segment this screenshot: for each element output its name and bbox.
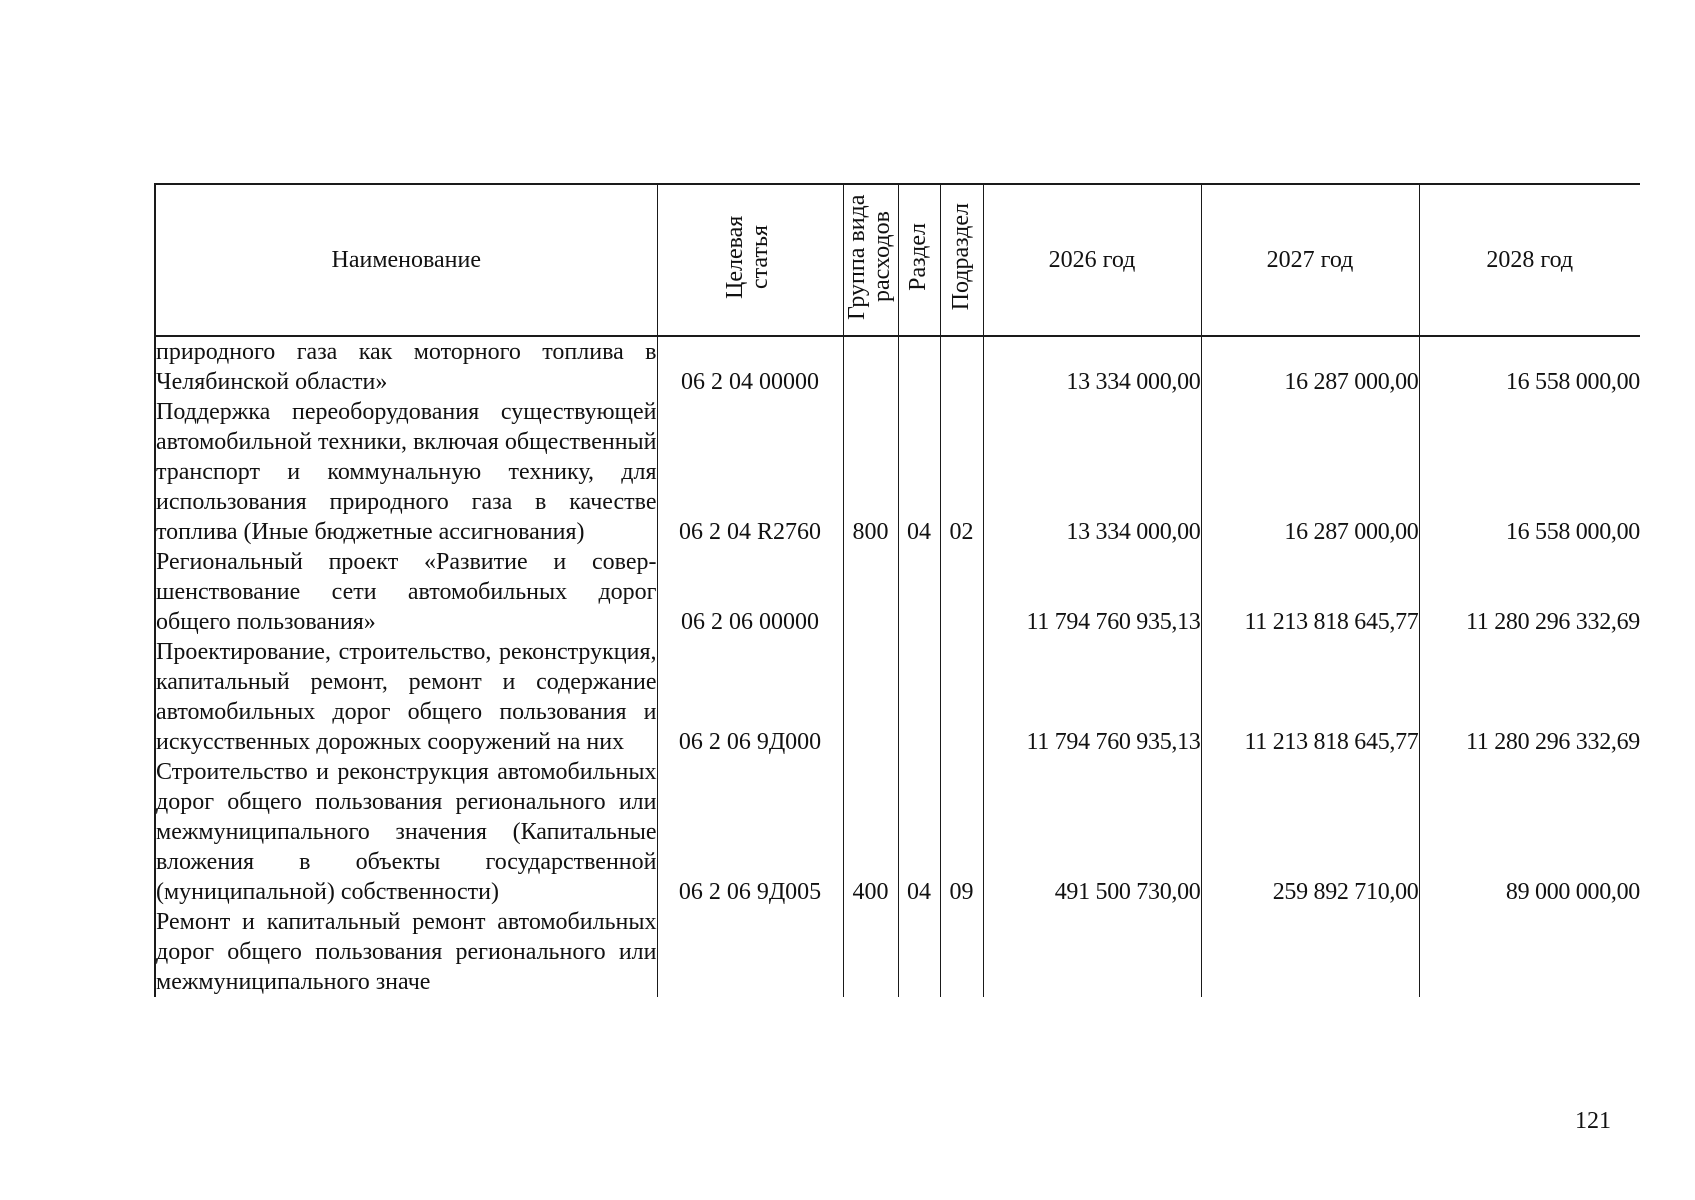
row-amount-2027 bbox=[1201, 907, 1419, 997]
row-amount-2027: 16 287 000,00 bbox=[1201, 397, 1419, 547]
row-amount-2028: 11 280 296 332,69 bbox=[1419, 637, 1640, 757]
row-target-code: 06 2 04 00000 bbox=[657, 336, 843, 397]
row-name: Поддержка переоборудования существующей автомобильной техники, включая общественный транспорт и коммунальную технику, для использования природного газа в качестве топлива (Иные бюджетные ассигнования) bbox=[156, 399, 657, 545]
row-amount-2026: 13 334 000,00 bbox=[983, 397, 1201, 547]
table-row bbox=[155, 907, 1640, 997]
row-amount-2028: 89 000 000,00 bbox=[1419, 757, 1640, 907]
budget-table-wrapper bbox=[154, 183, 1640, 1085]
table-row bbox=[155, 757, 1640, 907]
header-subsection: Подраздел bbox=[940, 184, 983, 336]
row-amount-2026 bbox=[983, 907, 1201, 997]
row-amount-2026: 11 794 760 935,13 bbox=[983, 547, 1201, 637]
row-amount-2028 bbox=[1419, 907, 1640, 997]
row-subsection: 02 bbox=[940, 397, 983, 547]
row-amount-2027: 16 287 000,00 bbox=[1201, 336, 1419, 397]
header-year-2026: 2026 год bbox=[983, 184, 1201, 336]
table-row bbox=[155, 397, 1640, 547]
row-subsection bbox=[940, 336, 983, 397]
row-amount-2027: 11 213 818 645,77 bbox=[1201, 637, 1419, 757]
header-year-2028: 2028 год bbox=[1419, 184, 1640, 336]
row-expense-group: 400 bbox=[843, 757, 898, 907]
row-target-code: 06 2 06 9Д000 bbox=[657, 637, 843, 757]
row-amount-2028: 16 558 000,00 bbox=[1419, 336, 1640, 397]
row-expense-group bbox=[843, 336, 898, 397]
budget-table bbox=[154, 183, 1640, 997]
table-row bbox=[155, 336, 1640, 397]
header-name: Наименование bbox=[155, 184, 657, 336]
row-section bbox=[898, 336, 940, 397]
row-target-code: 06 2 06 00000 bbox=[657, 547, 843, 637]
row-subsection: 09 bbox=[940, 757, 983, 907]
row-section bbox=[898, 547, 940, 637]
row-section bbox=[898, 907, 940, 997]
row-expense-group: 800 bbox=[843, 397, 898, 547]
row-subsection bbox=[940, 547, 983, 637]
page-number: 121 bbox=[1575, 1108, 1611, 1134]
header-year-2027: 2027 год bbox=[1201, 184, 1419, 336]
header-section: Раздел bbox=[898, 184, 940, 336]
row-target-code: 06 2 04 R2760 bbox=[657, 397, 843, 547]
row-amount-2026: 11 794 760 935,13 bbox=[983, 637, 1201, 757]
table-row bbox=[155, 637, 1640, 757]
row-name: Строительство и реконструкция автомобильных дорог общего пользования регионального или межмуниципального значения (Капитальные вложения в объекты государственной (муниципальной) собственности) bbox=[156, 759, 657, 905]
row-section bbox=[898, 637, 940, 757]
row-target-code: 06 2 06 9Д005 bbox=[657, 757, 843, 907]
row-subsection bbox=[940, 907, 983, 997]
row-expense-group bbox=[843, 637, 898, 757]
row-amount-2027: 11 213 818 645,77 bbox=[1201, 547, 1419, 637]
row-amount-2028: 11 280 296 332,69 bbox=[1419, 547, 1640, 637]
row-name: Ремонт и капитальный ремонт автомобильных дорог общего пользования регионального или межмуниципального значе bbox=[156, 909, 657, 995]
row-subsection bbox=[940, 637, 983, 757]
row-name: природного газа как моторного топлива в Челябинской области» bbox=[155, 336, 657, 397]
table-row bbox=[155, 547, 1640, 637]
row-amount-2027: 259 892 710,00 bbox=[1201, 757, 1419, 907]
header-row bbox=[155, 184, 1640, 336]
row-section: 04 bbox=[898, 397, 940, 547]
row-amount-2028: 16 558 000,00 bbox=[1419, 397, 1640, 547]
row-name: Проектирование, строительство, реконструкция, капитальный ремонт, ремонт и содержание автомобильных дорог общего пользования и искусственных дорожных сооружений на них bbox=[156, 639, 657, 755]
row-expense-group bbox=[843, 547, 898, 637]
row-amount-2026: 13 334 000,00 bbox=[983, 336, 1201, 397]
row-amount-2026: 491 500 730,00 bbox=[983, 757, 1201, 907]
header-target-article: Целевая статья bbox=[657, 184, 843, 336]
row-expense-group bbox=[843, 907, 898, 997]
row-name: Региональный проект «Развитие и совершенствование сети автомобильных дорог общего пользования» bbox=[156, 549, 657, 635]
row-target-code bbox=[657, 907, 843, 997]
header-expense-group: Группа вида расходов bbox=[843, 184, 898, 336]
row-section: 04 bbox=[898, 757, 940, 907]
